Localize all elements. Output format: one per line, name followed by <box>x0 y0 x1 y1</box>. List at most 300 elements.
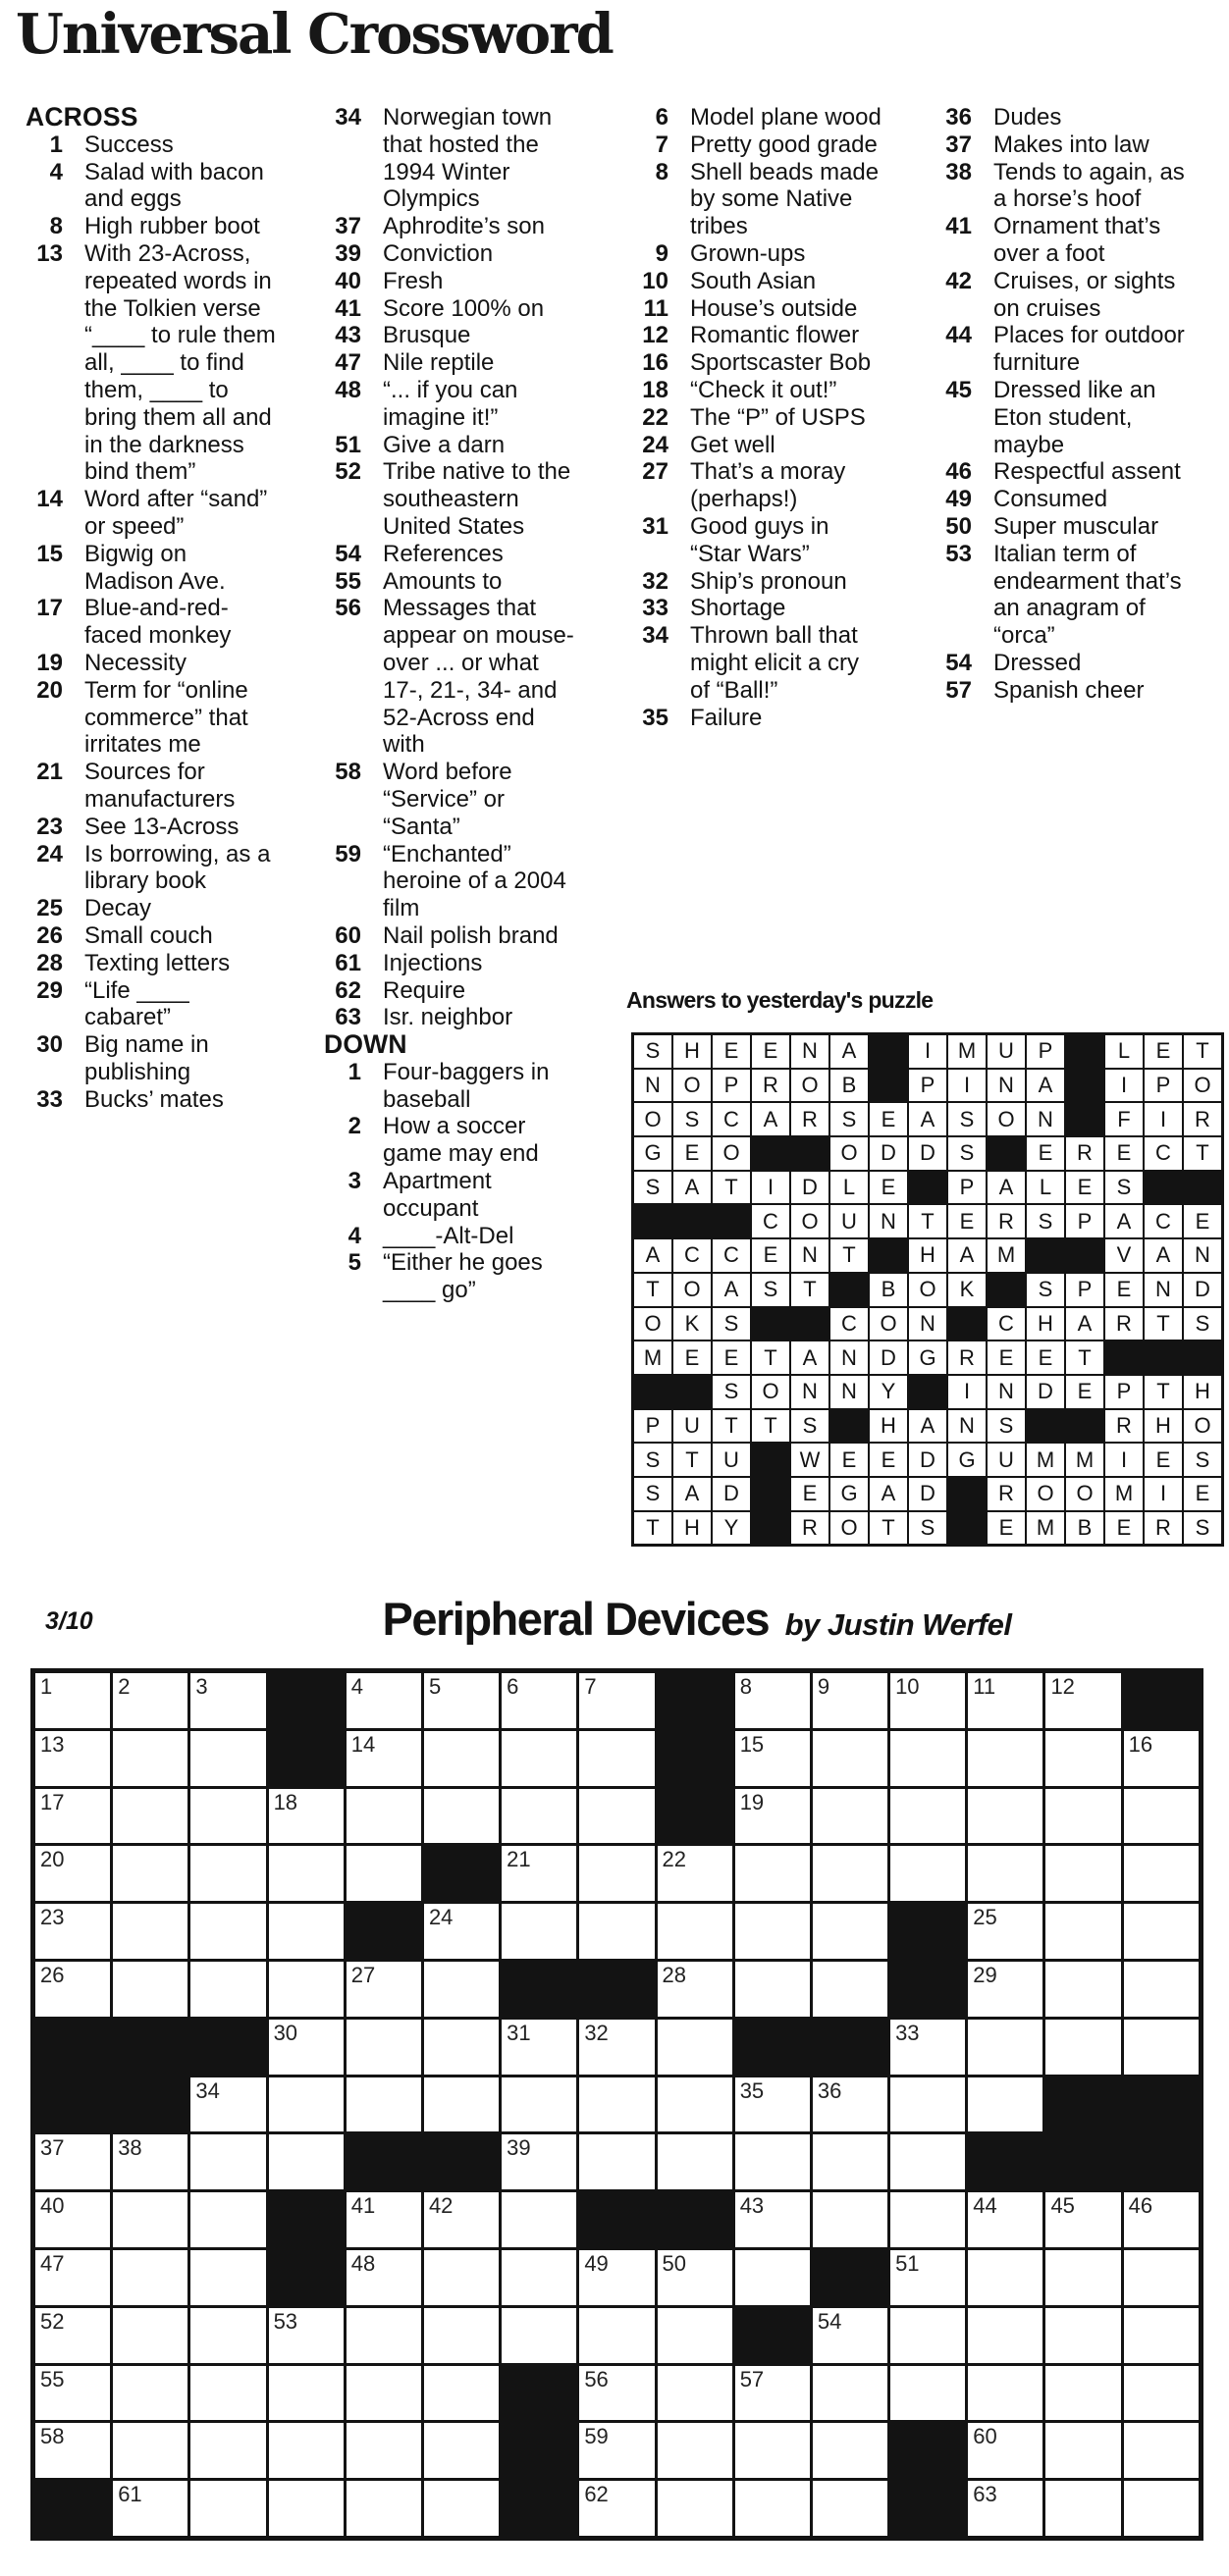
puzzle-cell[interactable] <box>424 1962 499 2017</box>
puzzle-cell[interactable] <box>269 1962 344 2017</box>
solution-black-cell <box>830 1410 868 1443</box>
puzzle-cell[interactable] <box>735 1673 810 1728</box>
puzzle-cell[interactable] <box>735 2134 810 2189</box>
puzzle-cell[interactable] <box>190 2134 265 2189</box>
clue-text: Spanish cheer <box>993 676 1145 704</box>
puzzle-cell[interactable] <box>1045 2366 1120 2421</box>
clue-text: See 13-Across <box>84 813 240 840</box>
puzzle-cell[interactable] <box>35 2366 110 2421</box>
solution-black-cell <box>1066 1239 1103 1272</box>
puzzle-cell[interactable] <box>347 2020 421 2075</box>
clue-51 <box>316 432 579 459</box>
solution-letter-cell: I <box>909 1035 946 1068</box>
puzzle-cell[interactable] <box>658 1962 732 2017</box>
puzzle-cell[interactable] <box>269 2020 344 2075</box>
puzzle-cell[interactable] <box>968 2077 1042 2132</box>
puzzle-cell[interactable] <box>658 2481 732 2536</box>
puzzle-cell[interactable] <box>35 1789 110 1844</box>
clue-34 <box>316 104 579 213</box>
puzzle-cell[interactable] <box>190 2192 265 2247</box>
puzzle-cell[interactable] <box>347 1962 421 2017</box>
clue-text: Tends to again, as a horse’s hoof <box>993 158 1185 213</box>
puzzle-cell[interactable] <box>968 1904 1042 1959</box>
puzzle-cell[interactable] <box>890 2192 965 2247</box>
puzzle-cell[interactable] <box>502 2134 576 2189</box>
puzzle-cell[interactable] <box>35 1731 110 1786</box>
puzzle-cell[interactable] <box>502 1673 576 1728</box>
puzzle-cell[interactable] <box>1124 1731 1199 1786</box>
puzzle-cell[interactable] <box>35 2423 110 2478</box>
puzzle-cell[interactable] <box>424 1673 499 1728</box>
puzzle-cell[interactable] <box>890 1673 965 1728</box>
solution-letter-cell: S <box>948 1103 986 1135</box>
puzzle-cell[interactable] <box>735 1904 810 1959</box>
puzzle-cell[interactable] <box>1124 2308 1199 2363</box>
puzzle-cell[interactable] <box>113 2481 187 2536</box>
puzzle-cell[interactable] <box>890 2366 965 2421</box>
puzzle-cell[interactable] <box>813 2481 887 2536</box>
solution-letter-cell: E <box>870 1172 907 1204</box>
puzzle-cell[interactable] <box>658 2250 732 2305</box>
puzzle-cell[interactable] <box>347 2481 421 2536</box>
solution-letter-cell: H <box>1184 1376 1221 1408</box>
puzzle-cell[interactable] <box>190 1731 265 1786</box>
puzzle-cell[interactable] <box>502 1731 576 1786</box>
clue-47 <box>316 349 579 377</box>
puzzle-cell[interactable] <box>968 1673 1042 1728</box>
puzzle-black-cell <box>579 1962 654 2017</box>
puzzle-cell[interactable] <box>890 1731 965 1786</box>
puzzle-black-cell <box>890 1904 965 1959</box>
puzzle-cell[interactable] <box>269 1789 344 1844</box>
solution-letter-cell: B <box>1066 1512 1103 1545</box>
puzzle-cell[interactable] <box>502 2250 576 2305</box>
puzzle-cell[interactable] <box>190 1789 265 1844</box>
puzzle-cell[interactable] <box>347 1731 421 1786</box>
solution-black-cell <box>791 1137 828 1170</box>
puzzle-cell[interactable] <box>347 2423 421 2478</box>
puzzle-cell[interactable] <box>113 1673 187 1728</box>
puzzle-cell[interactable] <box>424 2020 499 2075</box>
puzzle-cell[interactable] <box>190 2481 265 2536</box>
puzzle-cell[interactable] <box>735 1962 810 2017</box>
puzzle-cell[interactable] <box>269 2134 344 2189</box>
puzzle-cell[interactable] <box>424 2250 499 2305</box>
clue-40 <box>316 268 579 295</box>
puzzle-cell[interactable] <box>113 1789 187 1844</box>
puzzle-cell[interactable] <box>190 1904 265 1959</box>
puzzle-cell[interactable] <box>347 2308 421 2363</box>
clue-text: “Check it out!” <box>690 376 837 403</box>
clue-44 <box>927 322 1190 377</box>
puzzle-cell[interactable] <box>968 2308 1042 2363</box>
clue-text: Term for “online commerce” that irritates me <box>84 676 248 759</box>
puzzle-cell[interactable] <box>968 2423 1042 2478</box>
puzzle-cell[interactable] <box>579 1789 654 1844</box>
puzzle-cell[interactable] <box>113 2192 187 2247</box>
solution-letter-cell: R <box>1066 1137 1103 1170</box>
puzzle-cell[interactable] <box>813 2192 887 2247</box>
puzzle-cell[interactable] <box>190 1962 265 2017</box>
puzzle-cell[interactable] <box>269 2077 344 2132</box>
puzzle-cell[interactable] <box>1045 1673 1120 1728</box>
puzzle-cell[interactable] <box>1124 2423 1199 2478</box>
puzzle-cell[interactable] <box>35 1846 110 1901</box>
puzzle-cell[interactable] <box>813 1904 887 1959</box>
puzzle-cell[interactable] <box>579 2308 654 2363</box>
puzzle-cell[interactable] <box>813 1731 887 1786</box>
puzzle-cell[interactable] <box>269 2366 344 2421</box>
puzzle-cell[interactable] <box>813 1673 887 1728</box>
puzzle-cell[interactable] <box>1045 1962 1120 2017</box>
puzzle-cell[interactable] <box>890 2134 965 2189</box>
solution-letter-cell: H <box>673 1512 711 1545</box>
page-title: Universal Crossword <box>16 2 613 67</box>
puzzle-cell[interactable] <box>113 2366 187 2421</box>
puzzle-cell[interactable] <box>658 1846 732 1901</box>
puzzle-cell[interactable] <box>502 1789 576 1844</box>
puzzle-cell[interactable] <box>968 1789 1042 1844</box>
puzzle-cell[interactable] <box>735 2423 810 2478</box>
solution-letter-cell: S <box>1184 1444 1221 1476</box>
puzzle-cell[interactable] <box>1045 2481 1120 2536</box>
clue-35 <box>623 705 886 732</box>
puzzle-cell[interactable] <box>269 2423 344 2478</box>
solution-black-cell <box>870 1239 907 1272</box>
puzzle-cell[interactable] <box>890 1846 965 1901</box>
cell-number: 37 <box>40 2135 65 2161</box>
clue-number: 48 <box>335 376 361 403</box>
puzzle-black-cell <box>347 2134 421 2189</box>
clue-number: 5 <box>347 1249 361 1277</box>
clue-text: House’s outside <box>690 294 858 322</box>
puzzle-cell[interactable] <box>968 1962 1042 2017</box>
puzzle-cell[interactable] <box>424 2423 499 2478</box>
solution-letter-cell: P <box>634 1410 671 1443</box>
puzzle-cell[interactable] <box>579 1904 654 1959</box>
puzzle-cell[interactable] <box>35 2250 110 2305</box>
puzzle-cell[interactable] <box>1045 1846 1120 1901</box>
solution-letter-cell: A <box>752 1103 789 1135</box>
cell-number: 11 <box>973 1674 996 1699</box>
clue-number: 51 <box>335 431 361 458</box>
puzzle-cell[interactable] <box>113 1904 187 1959</box>
clue-number: 18 <box>642 376 668 403</box>
solution-black-cell <box>1027 1410 1064 1443</box>
puzzle-cell[interactable] <box>813 2366 887 2421</box>
solution-letter-cell: R <box>988 1205 1025 1237</box>
cell-number: 29 <box>973 1962 997 1987</box>
puzzle-cell[interactable] <box>813 1846 887 1901</box>
clue-18 <box>623 377 886 404</box>
puzzle-cell[interactable] <box>424 2308 499 2363</box>
cell-number: 40 <box>40 2193 65 2219</box>
puzzle-cell[interactable] <box>269 2308 344 2363</box>
puzzle-cell[interactable] <box>735 1731 810 1786</box>
solution-letter-cell: I <box>1145 1103 1182 1135</box>
puzzle-cell[interactable] <box>1045 2192 1120 2247</box>
puzzle-cell[interactable] <box>190 2250 265 2305</box>
puzzle-cell[interactable] <box>1124 1846 1199 1901</box>
puzzle-cell[interactable] <box>1045 2423 1120 2478</box>
clue-60 <box>316 922 579 950</box>
puzzle-cell[interactable] <box>502 1904 576 1959</box>
puzzle-black-cell <box>1045 2134 1120 2189</box>
puzzle-cell[interactable] <box>113 2250 187 2305</box>
puzzle-cell[interactable] <box>347 1846 421 1901</box>
solution-letter-cell: B <box>870 1274 907 1306</box>
puzzle-cell[interactable] <box>1124 2250 1199 2305</box>
puzzle-cell[interactable] <box>968 2366 1042 2421</box>
cell-number: 5 <box>428 1674 442 1699</box>
puzzle-cell[interactable] <box>813 1962 887 2017</box>
puzzle-cell[interactable] <box>424 2192 499 2247</box>
puzzle-cell[interactable] <box>579 2366 654 2421</box>
solution-letter-cell: N <box>870 1205 907 1237</box>
puzzle-cell[interactable] <box>658 2020 732 2075</box>
puzzle-cell[interactable] <box>579 2134 654 2189</box>
puzzle-cell[interactable] <box>890 2250 965 2305</box>
cell-number: 46 <box>1128 2193 1153 2219</box>
puzzle-cell[interactable] <box>735 2250 810 2305</box>
puzzle-black-cell <box>269 2250 344 2305</box>
clue-5 <box>316 1249 579 1304</box>
puzzle-cell[interactable] <box>1045 1904 1120 1959</box>
solution-letter-cell: T <box>870 1512 907 1545</box>
puzzle-byline: by Justin Werfel <box>784 1607 1012 1642</box>
puzzle-cell[interactable] <box>735 1789 810 1844</box>
puzzle-cell[interactable] <box>658 2134 732 2189</box>
puzzle-cell[interactable] <box>890 1789 965 1844</box>
solution-letter-cell: E <box>713 1341 750 1374</box>
puzzle-cell[interactable] <box>113 2134 187 2189</box>
puzzle-black-cell <box>502 2423 576 2478</box>
puzzle-cell[interactable] <box>347 2077 421 2132</box>
puzzle-cell[interactable] <box>1124 2020 1199 2075</box>
solution-letter-cell: E <box>1145 1444 1182 1476</box>
puzzle-cell[interactable] <box>424 2077 499 2132</box>
puzzle-cell[interactable] <box>658 2423 732 2478</box>
solution-letter-cell: D <box>870 1341 907 1374</box>
puzzle-cell[interactable] <box>890 2020 965 2075</box>
clue-text: Respectful assent <box>993 458 1181 486</box>
puzzle-cell[interactable] <box>347 2366 421 2421</box>
solution-letter-cell: S <box>634 1478 671 1510</box>
puzzle-cell[interactable] <box>347 2250 421 2305</box>
clue-8 <box>623 159 886 240</box>
puzzle-cell[interactable] <box>1045 2250 1120 2305</box>
puzzle-cell[interactable] <box>502 2077 576 2132</box>
cell-number: 53 <box>273 2308 298 2334</box>
puzzle-cell[interactable] <box>1124 2192 1199 2247</box>
puzzle-cell[interactable] <box>579 2020 654 2075</box>
puzzle-cell[interactable] <box>658 2077 732 2132</box>
puzzle-cell[interactable] <box>968 2192 1042 2247</box>
puzzle-cell[interactable] <box>735 2481 810 2536</box>
clue-number: 22 <box>642 403 668 431</box>
solution-black-cell <box>673 1376 711 1408</box>
puzzle-cell[interactable] <box>658 2308 732 2363</box>
puzzle-cell[interactable] <box>424 1789 499 1844</box>
puzzle-cell[interactable] <box>658 2366 732 2421</box>
solution-letter-cell: P <box>1105 1376 1143 1408</box>
puzzle-cell[interactable] <box>35 2134 110 2189</box>
puzzle-cell[interactable] <box>190 2366 265 2421</box>
solution-letter-cell: E <box>1027 1341 1064 1374</box>
puzzle-cell[interactable] <box>502 2020 576 2075</box>
puzzle-cell[interactable] <box>735 2366 810 2421</box>
clue-number: 57 <box>945 676 972 704</box>
clue-text: “Enchanted” heroine of a 2004 film <box>383 840 566 922</box>
solution-letter-cell: G <box>830 1478 868 1510</box>
puzzle-cell[interactable] <box>579 2481 654 2536</box>
solution-letter-cell: S <box>713 1308 750 1341</box>
puzzle-cell[interactable] <box>347 1789 421 1844</box>
puzzle-cell[interactable] <box>35 2308 110 2363</box>
clue-number: 61 <box>335 949 361 976</box>
puzzle-cell[interactable] <box>113 1731 187 1786</box>
puzzle-cell[interactable] <box>35 1673 110 1728</box>
clue-number: 26 <box>36 921 63 949</box>
puzzle-cell[interactable] <box>968 2020 1042 2075</box>
solution-letter-cell: M <box>1066 1444 1103 1476</box>
clue-text: Dressed like an Eton student, maybe <box>993 376 1156 458</box>
puzzle-cell[interactable] <box>190 1846 265 1901</box>
cell-number: 9 <box>817 1674 830 1699</box>
puzzle-cell[interactable] <box>1045 2020 1120 2075</box>
puzzle-cell[interactable] <box>579 1673 654 1728</box>
puzzle-cell[interactable] <box>35 1904 110 1959</box>
solution-black-cell <box>752 1478 789 1510</box>
puzzle-cell[interactable] <box>269 2481 344 2536</box>
puzzle-cell[interactable] <box>890 2308 965 2363</box>
clue-text: “Life ____ cabaret” <box>84 976 189 1031</box>
puzzle-cell[interactable] <box>424 1904 499 1959</box>
puzzle-black-cell <box>890 1962 965 2017</box>
puzzle-cell[interactable] <box>424 1731 499 1786</box>
puzzle-cell[interactable] <box>1124 2366 1199 2421</box>
puzzle-cell[interactable] <box>735 2192 810 2247</box>
puzzle-cell[interactable] <box>1124 1904 1199 1959</box>
solution-black-cell <box>673 1205 711 1237</box>
solution-letter-cell: S <box>634 1444 671 1476</box>
clue-number: 31 <box>642 512 668 540</box>
puzzle-cell[interactable] <box>35 1962 110 2017</box>
solution-black-cell <box>1145 1341 1182 1374</box>
puzzle-cell[interactable] <box>968 2250 1042 2305</box>
puzzle-cell[interactable] <box>813 1789 887 1844</box>
puzzle-cell[interactable] <box>113 2423 187 2478</box>
solution-letter-cell: T <box>673 1444 711 1476</box>
clue-1 <box>316 1059 579 1114</box>
solution-letter-cell: O <box>1184 1070 1221 1102</box>
puzzle-cell[interactable] <box>190 2423 265 2478</box>
solution-letter-cell: D <box>909 1444 946 1476</box>
puzzle-cell[interactable] <box>735 1846 810 1901</box>
clue-19 <box>18 650 281 677</box>
solution-letter-cell: R <box>791 1512 828 1545</box>
puzzle-cell[interactable] <box>1045 2308 1120 2363</box>
puzzle-cell[interactable] <box>1124 1962 1199 2017</box>
puzzle-header <box>196 1592 1198 1646</box>
solution-letter-cell: S <box>909 1512 946 1545</box>
puzzle-cell[interactable] <box>735 2077 810 2132</box>
puzzle-cell[interactable] <box>190 1673 265 1728</box>
puzzle-cell[interactable] <box>968 1846 1042 1901</box>
puzzle-cell[interactable] <box>1124 1789 1199 1844</box>
puzzle-cell[interactable] <box>113 2308 187 2363</box>
puzzle-cell[interactable] <box>1045 1731 1120 1786</box>
clue-text: Necessity <box>84 649 187 676</box>
puzzle-cell[interactable] <box>813 2134 887 2189</box>
solution-letter-cell: M <box>988 1239 1025 1272</box>
puzzle-cell[interactable] <box>579 2077 654 2132</box>
puzzle-cell[interactable] <box>579 1731 654 1786</box>
puzzle-cell[interactable] <box>1045 1789 1120 1844</box>
clue-number: 21 <box>36 759 63 786</box>
solution-letter-cell: E <box>1184 1478 1221 1510</box>
puzzle-cell[interactable] <box>347 2192 421 2247</box>
puzzle-cell[interactable] <box>424 2481 499 2536</box>
clue-text: South Asian <box>690 267 817 294</box>
puzzle-cell[interactable] <box>813 2308 887 2363</box>
puzzle-cell[interactable] <box>890 2077 965 2132</box>
puzzle-cell[interactable] <box>502 1846 576 1901</box>
cell-number: 32 <box>584 2020 609 2045</box>
puzzle-cell[interactable] <box>502 2308 576 2363</box>
clue-text: Give a darn <box>383 431 506 458</box>
puzzle-cell[interactable] <box>347 1673 421 1728</box>
puzzle-cell[interactable] <box>658 1904 732 1959</box>
clue-number: 12 <box>642 322 668 349</box>
puzzle-cell[interactable] <box>968 1731 1042 1786</box>
clue-text: References <box>383 540 504 567</box>
solution-letter-cell: O <box>673 1274 711 1306</box>
puzzle-cell[interactable] <box>579 2423 654 2478</box>
puzzle-cell[interactable] <box>502 2192 576 2247</box>
solution-black-cell <box>1066 1070 1103 1102</box>
puzzle-cell[interactable] <box>813 2077 887 2132</box>
clue-3 <box>316 1168 579 1223</box>
puzzle-cell[interactable] <box>190 2308 265 2363</box>
clue-number: 50 <box>945 512 972 540</box>
puzzle-black-cell <box>35 2020 110 2075</box>
cell-number: 28 <box>662 1962 686 1987</box>
puzzle-cell[interactable] <box>968 2481 1042 2536</box>
clue-42 <box>927 268 1190 323</box>
puzzle-cell[interactable] <box>813 2423 887 2478</box>
clue-1 <box>18 131 281 159</box>
puzzle-cell[interactable] <box>269 1904 344 1959</box>
solution-letter-cell: D <box>870 1137 907 1170</box>
puzzle-cell[interactable] <box>579 1846 654 1901</box>
puzzle-cell[interactable] <box>269 1846 344 1901</box>
solution-letter-cell: O <box>909 1274 946 1306</box>
puzzle-cell[interactable] <box>190 2077 265 2132</box>
puzzle-cell[interactable] <box>35 2192 110 2247</box>
puzzle-cell[interactable] <box>579 2250 654 2305</box>
clue-4 <box>316 1223 579 1250</box>
puzzle-cell[interactable] <box>1124 2481 1199 2536</box>
solution-letter-cell: A <box>673 1172 711 1204</box>
puzzle-cell[interactable] <box>113 1962 187 2017</box>
solution-letter-cell: A <box>634 1239 671 1272</box>
puzzle-cell[interactable] <box>113 1846 187 1901</box>
puzzle-cell[interactable] <box>424 2366 499 2421</box>
solution-letter-cell: G <box>909 1341 946 1374</box>
solution-letter-cell: S <box>713 1376 750 1408</box>
solution-letter-cell: E <box>948 1205 986 1237</box>
